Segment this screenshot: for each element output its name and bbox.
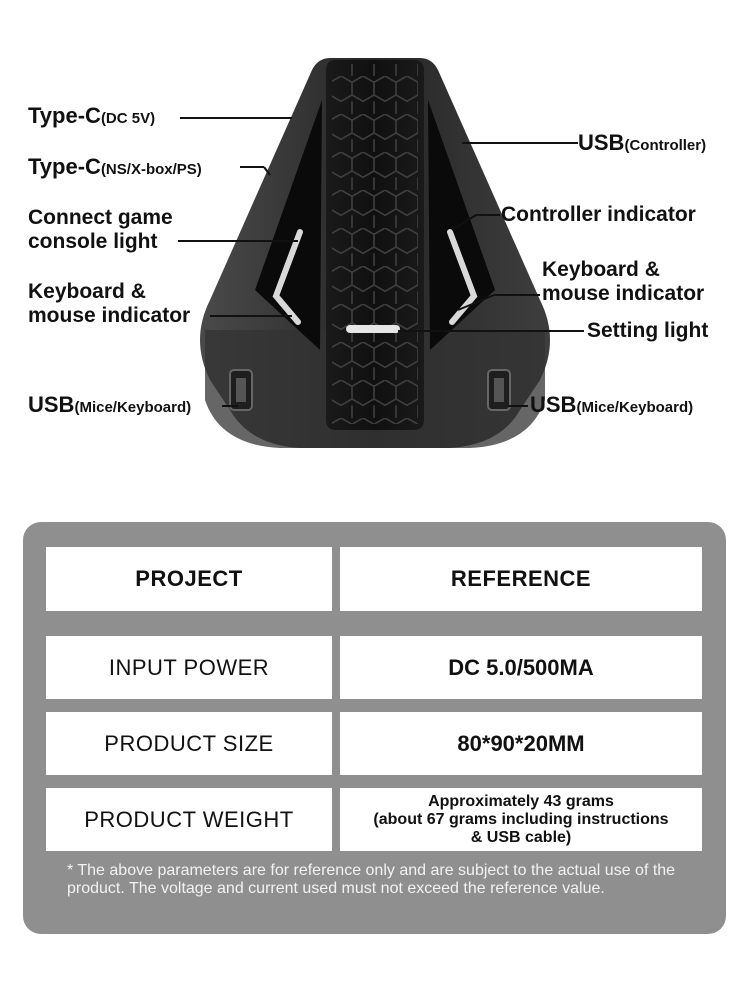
callout-typec-console: Type-C(NS/X-box/PS) [28,154,202,179]
row-value: DC 5.0/500MA [340,636,702,699]
row-name: PRODUCT WEIGHT [46,788,332,851]
callout-kbm-indicator-right: Keyboard & mouse indicator [542,258,705,305]
row-name: INPUT POWER [46,636,332,699]
callout-usb-controller: USB(Controller) [578,130,707,155]
header-project: PROJECT [46,547,332,611]
callout-usb-right: USB(Mice/Keyboard) [530,392,694,417]
callout-controller-indicator: Controller indicator [501,203,696,226]
setting-light-bar [346,325,400,333]
row-value: 80*90*20MM [340,712,702,775]
callout-connect-console-light: Connect game console light [28,206,173,253]
callout-setting-light: Setting light [587,319,709,342]
header-reference: REFERENCE [340,547,702,611]
disclaimer-note: * The above parameters are for reference only and are subject to the actual use of the product. The voltage and current used must not exceed the reference value. [67,862,676,897]
callout-typec-dc: Type-C(DC 5V) [28,103,156,128]
row-value: Approximately 43 grams (about 67 grams including instructions & USB cable) [340,788,702,851]
row-name: PRODUCT SIZE [46,712,332,775]
callout-usb-left: USB(Mice/Keyboard) [28,392,192,417]
callout-kbm-indicator-left: Keyboard & mouse indicator [28,280,191,327]
spec-table [23,522,726,934]
